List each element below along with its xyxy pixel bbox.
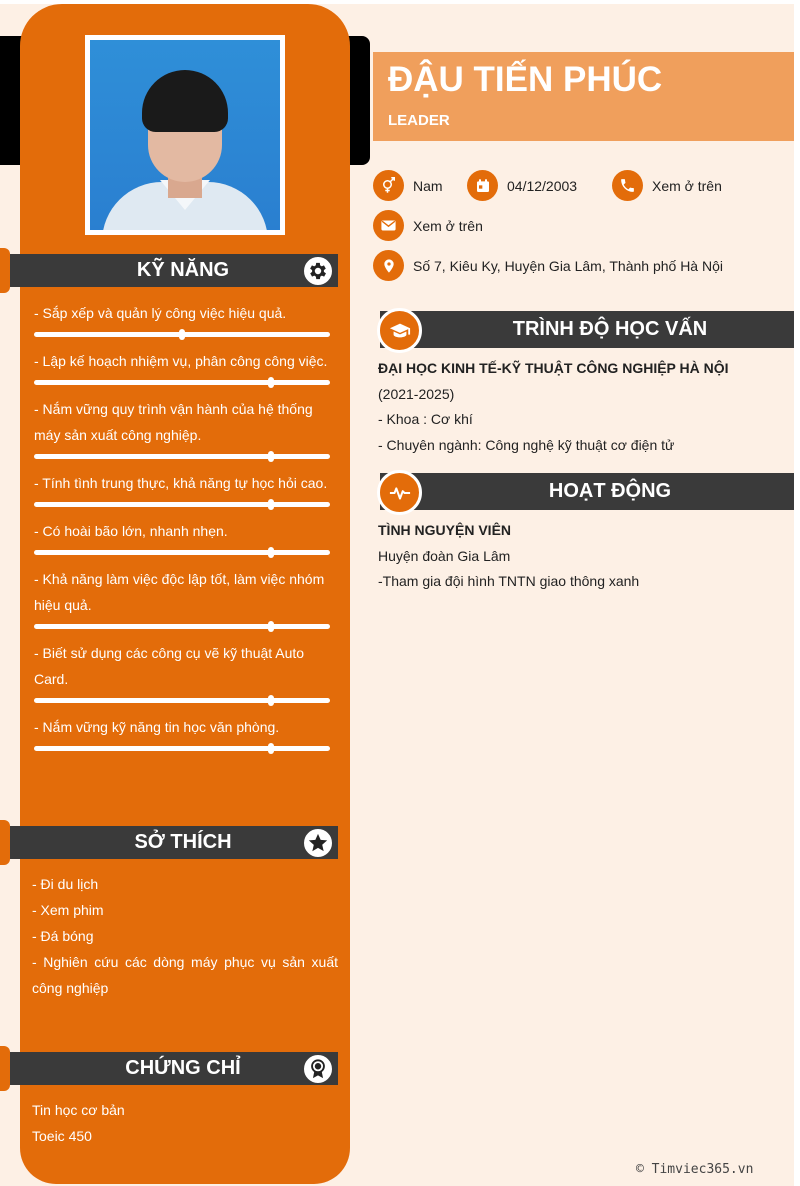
phone-info (612, 170, 722, 201)
address-value: Số 7, Kiêu Ky, Huyện Gia Lâm, Thành phố Hà Nội (413, 257, 723, 274)
location-pin-icon (373, 250, 404, 281)
skill-level-bar (34, 332, 330, 337)
birthday-info (467, 170, 577, 201)
activity-role: TÌNH NGUYỆN VIÊN (378, 522, 512, 538)
skill-label: - Có hoài bão lớn, nhanh nhẹn. (34, 523, 228, 539)
skill-level-knob (268, 621, 274, 632)
activities-content (378, 518, 788, 595)
avatar (90, 40, 280, 230)
profile-photo (85, 35, 285, 235)
full-name: ĐẬU TIẾN PHÚC (388, 60, 663, 99)
name-header (373, 52, 794, 141)
email-info (373, 210, 483, 241)
skill-item (34, 470, 340, 507)
skills-section-header (0, 254, 338, 287)
skill-level-bar (34, 746, 330, 751)
skill-label: - Nắm vững quy trình vận hành của hệ thống máy sản xuất công nghiệp. (34, 401, 313, 443)
gender-value: Nam (413, 177, 443, 194)
skill-level-bar (34, 550, 330, 555)
skill-label: - Biết sử dụng các công cụ vẽ kỹ thuật Auto Card. (34, 645, 305, 687)
hobby-item: - Nghiên cứu các dòng máy phục vụ sản xuất công nghiệp (32, 954, 338, 996)
skill-label: - Nắm vững kỹ năng tin học văn phòng. (34, 719, 280, 735)
hobby-item: - Xem phim (32, 902, 104, 918)
star-icon (302, 827, 334, 859)
skill-item (34, 640, 340, 703)
education-section-header (380, 311, 794, 348)
skill-label: - Tính tình trung thực, khả năng tự học hỏi cao. (34, 475, 328, 491)
certificates-title: CHỨNG CHỈ (125, 1057, 241, 1079)
skill-level-knob (268, 499, 274, 510)
certificate-item: Tin học cơ bản (32, 1102, 125, 1118)
skill-item (34, 396, 340, 459)
phone-icon (612, 170, 643, 201)
skill-label: - Sắp xếp và quản lý công việc hiệu quả. (34, 305, 287, 321)
education-content (378, 356, 788, 458)
hobbies-title: SỞ THÍCH (134, 831, 232, 853)
email-value: Xem ở trên (413, 217, 483, 234)
skill-level-knob (268, 451, 274, 462)
skill-item (34, 566, 340, 629)
gender-info (373, 170, 443, 201)
calendar-icon (467, 170, 498, 201)
envelope-icon (373, 210, 404, 241)
job-position: LEADER (388, 112, 450, 129)
skill-item (34, 518, 340, 555)
birthday-value: 04/12/2003 (507, 177, 578, 194)
skill-level-bar (34, 454, 330, 459)
skill-level-knob (179, 329, 185, 340)
skill-item (34, 714, 340, 751)
copyright-footer: © Timviec365.vn (636, 1162, 754, 1177)
award-icon (302, 1053, 334, 1085)
hobby-item: - Đá bóng (32, 928, 94, 944)
hobbies-section-header (0, 826, 338, 859)
pulse-icon (377, 470, 422, 515)
certificates-section-header (0, 1052, 338, 1085)
skill-level-knob (268, 547, 274, 558)
skill-level-knob (268, 377, 274, 388)
activity-organization: Huyện đoàn Gia Lâm (378, 547, 511, 564)
skill-label: - Khả năng làm việc độc lập tốt, làm việc nhóm hiệu quả. (34, 571, 325, 613)
skills-list (34, 300, 340, 762)
phone-value: Xem ở trên (652, 177, 722, 194)
gender-icon (373, 170, 404, 201)
hobby-item: - Đi du lịch (32, 876, 99, 892)
study-period: (2021-2025) (378, 385, 455, 402)
skill-level-bar (34, 380, 330, 385)
major: - Chuyên ngành: Công nghệ kỹ thuật cơ điện tử (378, 436, 675, 453)
skill-level-bar (34, 624, 330, 629)
skill-item (34, 300, 340, 337)
address-info (373, 250, 723, 281)
education-title: TRÌNH ĐỘ HỌC VẤN (512, 318, 708, 340)
graduation-cap-icon (377, 308, 422, 353)
certificates-list (32, 1097, 125, 1149)
skill-level-bar (34, 698, 330, 703)
skill-level-knob (268, 743, 274, 754)
skill-item (34, 348, 340, 385)
certificate-item: Toeic 450 (32, 1128, 92, 1144)
gear-icon (302, 255, 334, 287)
skill-level-bar (34, 502, 330, 507)
school-name: ĐẠI HỌC KINH TẾ-KỸ THUẬT CÔNG NGHIỆP HÀ NỘI (378, 360, 729, 376)
activities-title: HOẠT ĐỘNG (548, 480, 672, 502)
skill-label: - Lập kế hoạch nhiệm vụ, phân công công việc. (34, 353, 328, 369)
activities-section-header (380, 473, 794, 510)
skill-level-knob (268, 695, 274, 706)
faculty: - Khoa : Cơ khí (378, 411, 473, 427)
skills-title: KỸ NĂNG (136, 259, 230, 281)
hobbies-list (32, 871, 338, 1001)
activity-description: -Tham gia đội hình TNTN giao thông xanh (378, 573, 640, 589)
